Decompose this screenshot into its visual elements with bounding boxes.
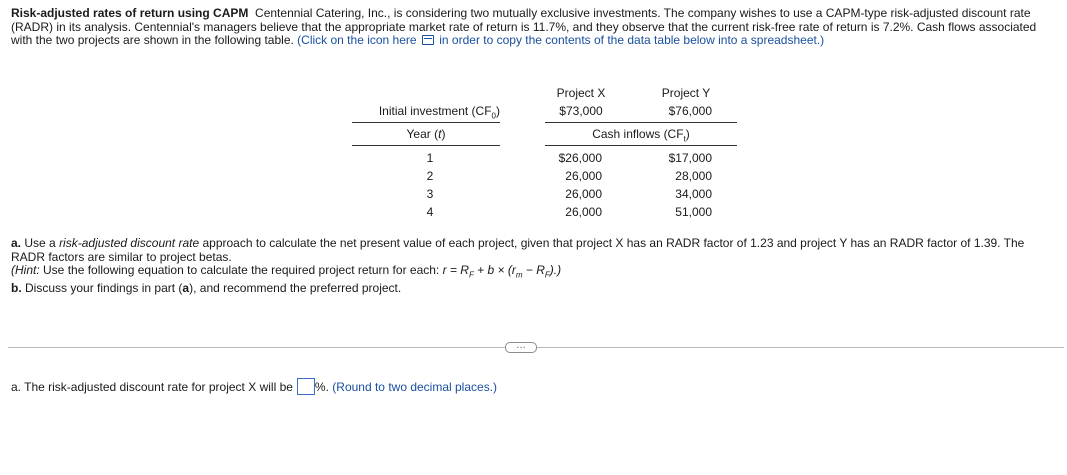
project-x-cell: 26,000	[565, 169, 602, 183]
problem-body: Centennial Catering, Inc., is considering two mutually exclusive investments. The company wishes to use a CAPM-type risk-adjusted discount rate (RADR) in its analysis. Centennial's managers believe that the appropriate market rate of return is 11.7%, and they observe that the current risk-free rate of return is 7.2%. Cash flows associated with the two projects are shown in the following table.	[11, 6, 1037, 47]
project-y-cell: 51,000	[675, 205, 712, 219]
project-y-cell: $17,000	[668, 151, 712, 165]
initial-investment-y: $76,000	[668, 104, 712, 118]
project-y-cell: 28,000	[675, 169, 712, 183]
year-cell: 1	[426, 151, 434, 165]
header-project-x: Project X	[556, 86, 606, 100]
initial-investment-x: $73,000	[559, 104, 603, 118]
project-y-cell: 34,000	[675, 187, 712, 201]
more-button[interactable]: …	[505, 342, 537, 353]
rounding-note: (Round to two decimal places.)	[332, 380, 498, 394]
answer-prompt: a. The risk-adjusted discount rate for project X will be	[11, 380, 293, 394]
table-rule-right-2	[545, 145, 737, 146]
year-cell: 4	[426, 205, 434, 219]
year-cell: 3	[426, 187, 434, 201]
copy-data-link[interactable]: (Click on the icon here in order to copy the contents of the data table below into a spreadsheet.)	[297, 33, 825, 47]
question-b: b. Discuss your findings in part (a), and recommend the preferred project.	[11, 280, 402, 295]
hint-formula: $r = R_F + b \times (r_m - R_F)$.)	[442, 263, 562, 280]
initial-investment-label: Initial investment $(CF_0)$	[378, 104, 500, 121]
table-rule-left-2	[352, 145, 500, 146]
project-x-cell: 26,000	[565, 187, 602, 201]
project-x-cell: $26,000	[558, 151, 602, 165]
table-rule-right	[545, 122, 737, 123]
answer-input[interactable]	[297, 378, 315, 395]
question-a: a. Use a risk-adjusted discount rate approach to calculate the net present value of each project, given that project X has an RADR factor of 1.23 and project Y has an RADR factor of 1.39. The RADR factors are similar to project betas.	[11, 236, 1025, 264]
answer-row	[11, 378, 497, 395]
questions	[11, 237, 1056, 295]
cash-flow-table	[0, 0, 1067, 230]
table-rule-left	[352, 122, 500, 123]
answer-suffix: %.	[314, 380, 329, 394]
hint: (Hint: Use the following equation to calculate the required project return for each: $r = R_F + b \times (r_m - R_F)$.)	[11, 263, 562, 280]
year-cell: 2	[426, 169, 434, 183]
problem-title: Risk-adjusted rates of return using CAPM	[11, 6, 249, 20]
cash-inflows-label: Cash inflows $(CF_t)$	[592, 127, 690, 144]
year-label: Year (t)	[406, 127, 446, 141]
header-project-y: Project Y	[661, 86, 711, 100]
project-x-cell: 26,000	[565, 205, 602, 219]
